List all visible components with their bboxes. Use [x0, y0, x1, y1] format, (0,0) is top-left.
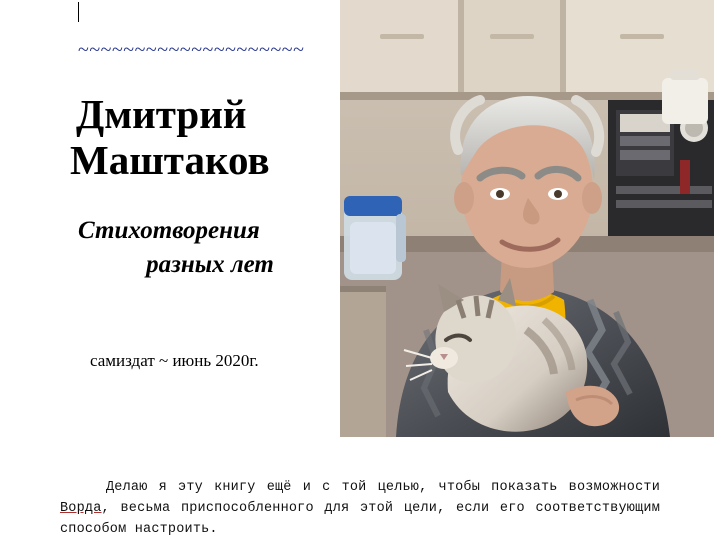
- author-name: [70, 91, 330, 184]
- paragraph-text-part1: Делаю я эту книгу ещё и с той целью, чтобы показать возможности: [106, 480, 660, 495]
- author-name-last: Маштаков: [70, 136, 270, 183]
- blue-pitcher: [344, 196, 406, 280]
- imprint-line: самиздат ~ июнь 2020г.: [90, 351, 259, 371]
- subtitle-line-2: разных лет: [146, 250, 274, 278]
- text-caret: [78, 2, 79, 22]
- document-subtitle: [78, 214, 330, 282]
- spellchecked-word: Ворда: [60, 500, 102, 516]
- body-paragraph: [60, 478, 660, 541]
- title-block: [60, 40, 330, 371]
- author-name-first: Дмитрий: [76, 91, 247, 137]
- subtitle-line-1: Стихотворения: [78, 216, 260, 244]
- paragraph-text-part2: , весьма приспособленного для этой цели, если его соответствующим способом настроить.: [60, 500, 660, 537]
- cover-photo: [340, 0, 714, 437]
- decorative-divider: ~~~~~~~~~~~~~~~~~~~~: [78, 40, 305, 60]
- cover-photo-image: [340, 0, 714, 437]
